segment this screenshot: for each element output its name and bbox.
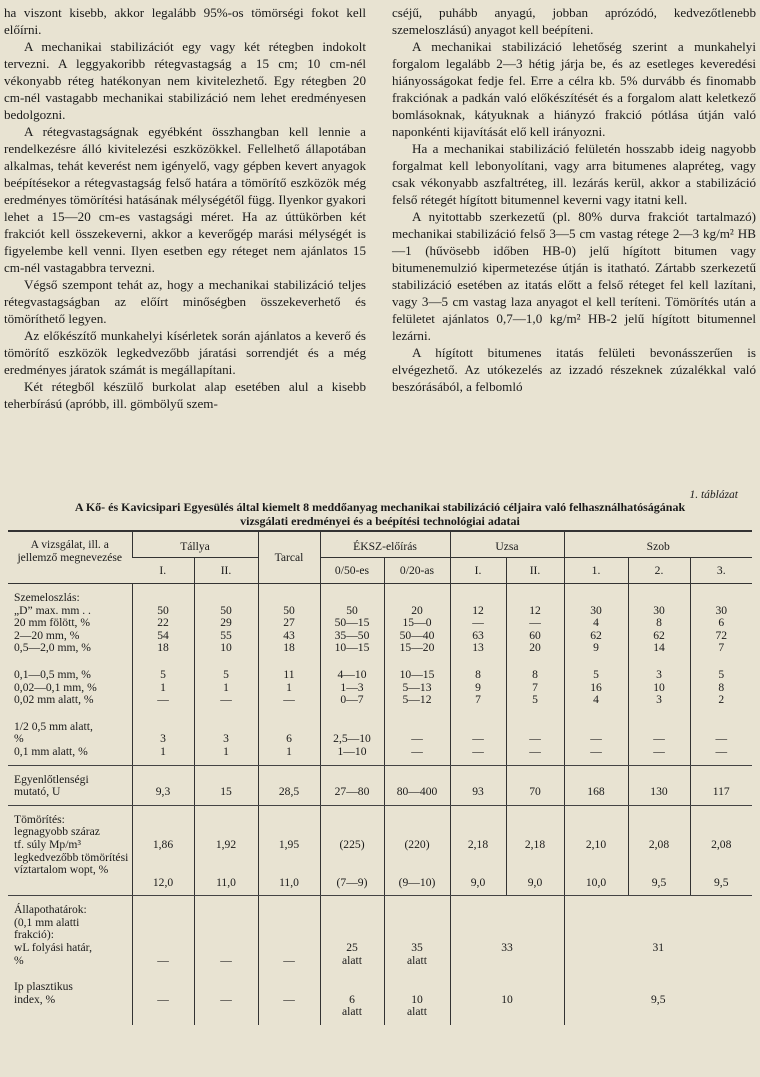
row-label: Szemeloszlás: „D” max. mm . . 20 mm fölött, % 2—20 mm, % 0,5—2,0 mm, % — [14, 591, 91, 655]
cell: — — [194, 896, 258, 973]
cell: 30 8 62 14 — [628, 584, 690, 661]
cell: 10 — [450, 973, 564, 1025]
cell: 3 1 — [132, 713, 194, 765]
cell: 2,18 9,0 — [450, 805, 506, 896]
row-label: Állapothatárok: (0,1 mm alatti frakció): wL folyási határ, % — [14, 903, 92, 967]
cell: 2,10 10,0 — [564, 805, 628, 896]
cell: — — — [450, 713, 506, 765]
cell: 9,5 — [564, 973, 752, 1025]
table-row — [8, 973, 752, 1025]
cell: 5 1 — — [194, 661, 258, 713]
cell: — — [194, 973, 258, 1025]
cell: 50 27 43 18 — [258, 584, 320, 661]
cell: — — — [564, 713, 628, 765]
cell: 5 1 — — [132, 661, 194, 713]
cell: 2,5—10 1—10 — [320, 713, 384, 765]
paragraph: Ha a mechanikai stabilizáció felületén hosszabb ideig nagyobb forgalmat kell lebonyolítani, vagy arra bitumenes alapréteg, vagy csak vékonyabb aszfaltréteg, ill. lezárás kerül, akkor a stabilizáció felső rétegét hígított bitumennel keverni vagy itatni kell. — [392, 141, 756, 207]
cell: 33 — [450, 896, 564, 973]
group-tarcal: Tarcal — [258, 531, 320, 584]
cell: 8 7 5 — [506, 661, 564, 713]
cell: 2,08 9,5 — [690, 805, 752, 896]
cell: 6 alatt — [320, 973, 384, 1025]
cell: 5 8 2 — [690, 661, 752, 713]
cell: 25 alatt — [320, 896, 384, 973]
cell: 50 22 54 18 — [132, 584, 194, 661]
paragraph: Az előkészítő munkahelyi kísérletek során ajánlatos a keverő és tömörítő eszközök legkedvezőbb járatási sorrendjét és a még eredményes járatok számát is megállapítani. — [4, 328, 366, 377]
cell: — — — [506, 713, 564, 765]
left-column — [4, 4, 366, 412]
cell: — — [258, 896, 320, 973]
row-label: Egyenlőtlenségi mutató, U — [8, 765, 132, 805]
cell: 2,18 9,0 — [506, 805, 564, 896]
cell: 70 — [506, 765, 564, 805]
cell: 9,3 — [132, 765, 194, 805]
cell: 3 10 3 — [628, 661, 690, 713]
cell: 3 1 — [194, 713, 258, 765]
table-row — [8, 896, 752, 973]
cell: — — — [690, 713, 752, 765]
row-label: Ip plasztikus index, % — [14, 980, 73, 1006]
paragraph: A nyitottabb szerkezetű (pl. 80% durva frakciót tartalmazó) mechanikai stabilizáció felső 3—5 cm vastag rétege 2—3 kg/m² HB—1 (hűvösebb időben HB-0) jelű hígított bitumen vagy bitumenemulzió kipermetezése útján is itatható. Zártabb szerkezetű stabilizáció esetében az itatás előtt a felső réteget fel kell lazítani, vagy 3—5 cm vastag laza anyagot el kell teríteni. Tömörítés után a felületet ajánlatos 0,7—1,0 kg/m² HB-2 jelű hígított bitumennel lezárni. — [392, 209, 756, 343]
table-caption-line-1: A Kő- és Kavicsipari Egyesülés által kiemelt 8 meddőanyag mechanikai stabilizáció céljaira való felhasználhatóságának — [74, 500, 686, 514]
cell: 35 alatt — [384, 896, 450, 973]
cell: — — — [384, 713, 450, 765]
table-caption-line-2: vizsgálati eredményei és a beépítési technológiai adatai — [240, 514, 520, 528]
cell: 93 — [450, 765, 506, 805]
cell: 80—400 — [384, 765, 450, 805]
table-row — [8, 661, 752, 713]
group-tallya: Tállya — [132, 531, 258, 558]
paragraph: A mechanikai stabilizáció lehetőség szerint a munkahelyi forgalom legalább 2—3 hétig járja be, és az esetleges keveredési hiányosságokat fedje fel. Erre a célra kb. 5% durvább és finomabb frakciónak a padkán való előkészítését és a forgalom alatt keletkező bomlásoknak, kátyuknak a hiányzó frakció pótlása útján való naponkénti kijavítását elő kell irányozni. — [392, 39, 756, 139]
cell: (225) (7—9) — [320, 805, 384, 896]
cell: — — — [628, 713, 690, 765]
cell: 12 — 60 20 — [506, 584, 564, 661]
subhead: 0/50-es — [320, 558, 384, 584]
subhead: I. — [450, 558, 506, 584]
paragraph: Két rétegből készülő burkolat alap esetében alul a kisebb teherbírású (apróbb, ill. gömbölyű szem- — [4, 379, 366, 411]
subhead: I. — [132, 558, 194, 584]
group-uzsa: Uzsa — [450, 531, 564, 558]
paragraph: A mechanikai stabilizációt egy vagy két rétegben indokolt tervezni. A leggyakoribb rétegvastagság a 15 cm; 10 cm-nél vékonyabb réteg hatékonyan nem kivitelezhető. Egy rétegben 20 cm-nél vastagabb mechanikai stabilizáció nem lehet eredményesen bedolgozni. — [4, 39, 366, 122]
subhead: 3. — [690, 558, 752, 584]
subhead: 1. — [564, 558, 628, 584]
cell: 5 16 4 — [564, 661, 628, 713]
row-label: 1/2 0,5 mm alatt, % 0,1 mm alatt, % — [8, 713, 132, 765]
paragraph: ha viszont kisebb, akkor legalább 95%-os tömörségi fokot kell előírni. — [4, 5, 366, 37]
row-label: 0,1—0,5 mm, % 0,02—0,1 mm, % 0,02 mm alatt, % — [14, 667, 97, 707]
cell: 8 9 7 — [450, 661, 506, 713]
cell: 1,95 11,0 — [258, 805, 320, 896]
table-number: 1. táblázat — [689, 489, 738, 501]
subhead: 0/20-as — [384, 558, 450, 584]
cell: 6 1 — [258, 713, 320, 765]
cell: 130 — [628, 765, 690, 805]
cell: 30 4 62 9 — [564, 584, 628, 661]
group-ekesz: ÉKSZ-előírás — [320, 531, 450, 558]
cell: 10—15 5—13 5—12 — [384, 661, 450, 713]
cell: 11 1 — — [258, 661, 320, 713]
data-table — [8, 530, 752, 1025]
corner-header: A vizsgálat, ill. a jellemző megnevezése — [8, 531, 132, 584]
paragraph: cséjű, puhább anyagú, jobban aprózódó, kedvezőtlenebb szemeloszlású) anyagot kell beépíteni. — [392, 5, 756, 37]
subhead: II. — [194, 558, 258, 584]
table-row — [8, 584, 752, 661]
cell: — — [258, 973, 320, 1025]
cell: 31 — [564, 896, 752, 973]
cell: 50 29 55 10 — [194, 584, 258, 661]
table-row — [8, 765, 752, 805]
cell: 10 alatt — [384, 973, 450, 1025]
group-szob: Szob — [564, 531, 752, 558]
cell: (220) (9—10) — [384, 805, 450, 896]
subhead: II. — [506, 558, 564, 584]
cell: 2,08 9,5 — [628, 805, 690, 896]
cell: 30 6 72 7 — [690, 584, 752, 661]
cell: — — [132, 973, 194, 1025]
table-row — [8, 713, 752, 765]
cell: 117 — [690, 765, 752, 805]
cell: — — [132, 896, 194, 973]
cell: 1,92 11,0 — [194, 805, 258, 896]
paragraph: Végső szempont tehát az, hogy a mechanikai stabilizáció teljes rétegvastagságban az előírt minőségben összekeverhető és tömöríthető legyen. — [4, 277, 366, 326]
row-label: Tömörítés: legnagyobb száraz tf. súly Mp/m³ legkedvezőbb tömörítési víztartalom wopt, % — [8, 805, 132, 896]
cell: 1,86 12,0 — [132, 805, 194, 896]
cell: 12 — 63 13 — [450, 584, 506, 661]
table-caption — [8, 500, 752, 528]
cell: 4—10 1—3 0—7 — [320, 661, 384, 713]
paragraph: A hígított bitumenes itatás felületi bevonásszerűen is elvégezhető. Az utókezelés az izzadó részeknek zúzalékkal való beszórásából, a felbomló — [392, 345, 756, 394]
right-column — [392, 4, 756, 395]
table-row — [8, 805, 752, 896]
paragraph: A rétegvastagságnak egyébként összhangban kell lennie a rendelkezésre álló kivitelezési eszközökkel. Fellelhető állapotában alkalmas, tehát keverést nem igényelő, vagy gépben kevert anyagok beépítésekor a rétegvastagság felső határa a tömörítő eszközök még eredményes tömörítési hatásának mélységétől függ. Ilyenkor gyakori lehet a 15—20 cm-es vastagsági méret. Ha az úttükörben két frakciót kell összekeverni, akkor a keverőgép marási mélységét is figyelembe kell venni. Ilyen esetben egy réteget nem ajánlatos 15 cm-nél vastagabbra tervezni. — [4, 124, 366, 275]
cell: 168 — [564, 765, 628, 805]
subhead: 2. — [628, 558, 690, 584]
cell: 50 50—15 35—50 10—15 — [320, 584, 384, 661]
cell: 15 — [194, 765, 258, 805]
cell: 20 15—0 50—40 15—20 — [384, 584, 450, 661]
cell: 28,5 — [258, 765, 320, 805]
cell: 27—80 — [320, 765, 384, 805]
